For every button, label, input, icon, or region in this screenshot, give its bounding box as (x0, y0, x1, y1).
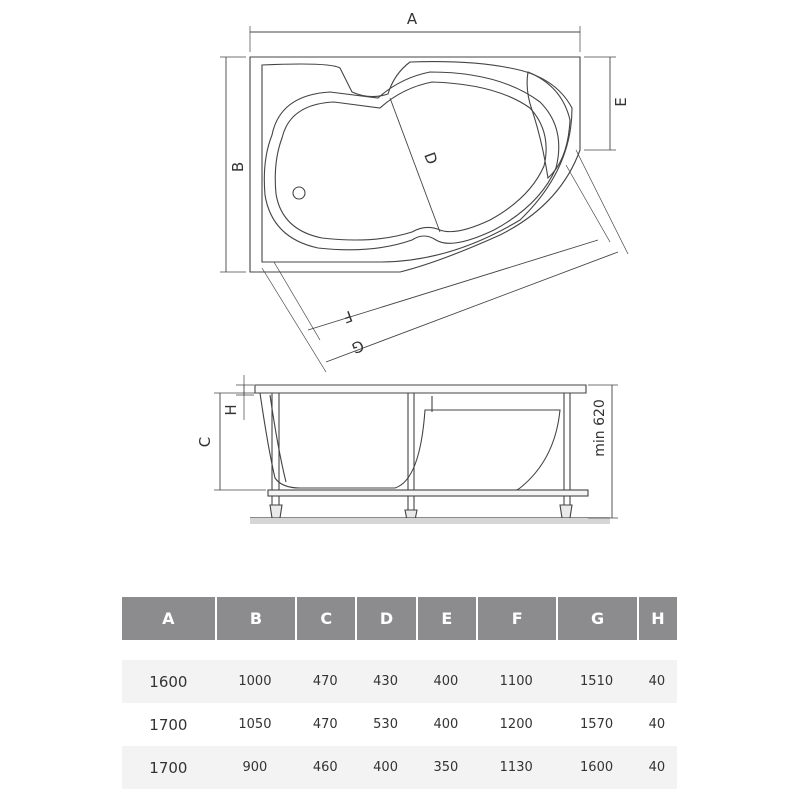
frame-leg-right (560, 505, 572, 518)
table-cell: 1700 (122, 703, 215, 746)
table-cell: 1100 (476, 660, 556, 703)
side-rim (255, 385, 586, 393)
table-header-row (122, 597, 677, 640)
label-e: E (612, 97, 630, 107)
table-cell: 1600 (556, 746, 636, 789)
table-header-cell: A (122, 597, 215, 640)
table-header-cell: B (215, 597, 295, 640)
label-min-height: min 620 (592, 399, 608, 457)
table-header-cell: G (556, 597, 636, 640)
tub-inner-rim (262, 62, 572, 262)
side-view (214, 375, 618, 524)
table-cell: 430 (355, 660, 415, 703)
drain-hole (293, 187, 305, 199)
table-cell: 1700 (122, 746, 215, 789)
table-header-cell: C (295, 597, 355, 640)
label-h: H (222, 404, 240, 416)
tub-headrest (527, 72, 570, 178)
table-row (122, 703, 677, 746)
table-cell: 900 (215, 746, 295, 789)
table-cell: 460 (295, 746, 355, 789)
table-cell: 1600 (122, 660, 215, 703)
table-cell: 1200 (476, 703, 556, 746)
table-row (122, 660, 677, 703)
label-c: C (196, 436, 214, 448)
table-header-cell: E (416, 597, 476, 640)
table-cell: 470 (295, 660, 355, 703)
label-d: D (420, 149, 442, 167)
table-cell: 1050 (215, 703, 295, 746)
table-header-cell: H (637, 597, 677, 640)
side-tub-body (260, 393, 560, 492)
label-b: B (229, 161, 247, 173)
dimensions-table (122, 597, 677, 789)
table-cell: 400 (416, 703, 476, 746)
table-cell: 400 (355, 746, 415, 789)
table-cell: 350 (416, 746, 476, 789)
table-cell: 40 (637, 703, 677, 746)
table-cell: 40 (637, 660, 677, 703)
table-header-cell: D (355, 597, 415, 640)
table-header-cell: F (476, 597, 556, 640)
table-cell: 1000 (215, 660, 295, 703)
table-cell: 40 (637, 746, 677, 789)
table-cell: 1130 (476, 746, 556, 789)
table-cell: 1510 (556, 660, 636, 703)
table-cell: 1570 (556, 703, 636, 746)
label-f: F (340, 306, 355, 327)
frame-leg-left (270, 505, 282, 518)
table-cell: 400 (416, 660, 476, 703)
label-a: A (406, 10, 418, 28)
table-cell: 530 (355, 703, 415, 746)
table-cell: 470 (295, 703, 355, 746)
frame-bar (268, 490, 588, 496)
table-row (122, 746, 677, 789)
label-g: G (349, 336, 367, 358)
tub-basin-inner (275, 82, 546, 240)
top-view (220, 26, 628, 372)
